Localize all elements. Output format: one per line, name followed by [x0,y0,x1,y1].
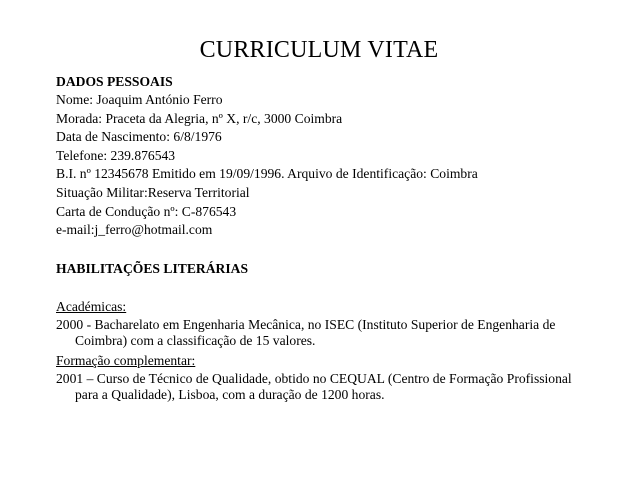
personal-data-heading: DADOS PESSOAIS [56,74,173,89]
personal-birth-date: Data de Nascimento: 6/8/1976 [56,129,222,145]
personal-email: e-mail:j_ferro@hotmail.com [56,222,213,238]
personal-address: Morada: Praceta da Alegria, nº X, r/c, 3000 Coimbra [56,110,343,126]
personal-phone: Telefone: 239.876543 [56,147,176,163]
personal-driving-license: Carta de Condução nº: C-876543 [56,203,237,219]
document-title: CURRICULUM VITAE [199,37,439,63]
complementary-training-label: Formação complementar: [56,352,196,368]
section-spacer [56,240,586,259]
complementary-training-entry: 2001 – Curso de Técnico de Qualidade, obtido no CEQUAL (Centro de Formação Profissional para a Qualidade), Lisboa, com a duração de 1200 horas. [56,370,572,402]
personal-name: Nome: Joaquim António Ferro [56,92,223,107]
personal-id-card: B.I. nº 12345678 Emitido em 19/09/1996. Arquivo de Identificação: Coimbra [56,166,478,182]
cv-content [56,72,586,405]
education-heading: HABILITAÇÕES LITERÁRIAS [56,260,249,276]
academic-entry: 2000 - Bacharelato em Engenharia Mecânica, no ISEC (Instituto Superior de Engenharia de Coimbra) com a classificação de 15 valores. [56,316,556,348]
academic-label: Académicas: [56,298,127,314]
section-spacer [56,278,586,297]
personal-military-status: Situação Militar:Reserva Territorial [56,184,250,200]
